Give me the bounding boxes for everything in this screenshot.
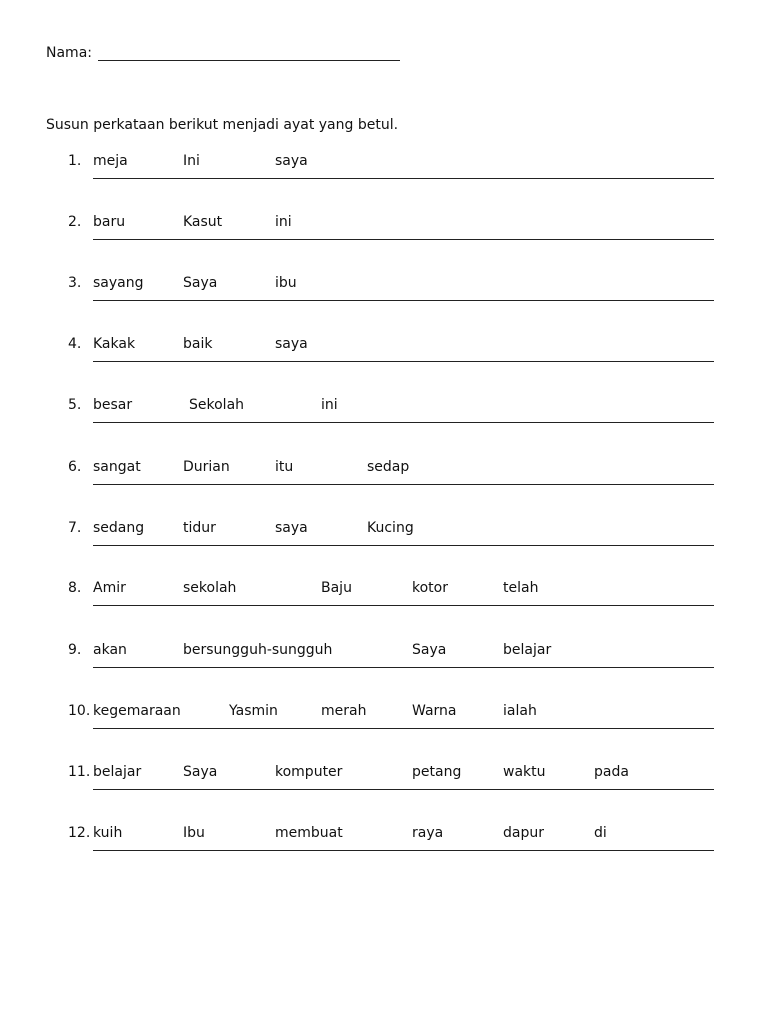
scrambled-word: Kakak <box>93 336 136 352</box>
scrambled-word: Durian <box>183 459 230 475</box>
answer-line[interactable] <box>93 667 714 668</box>
scrambled-word: baru <box>93 214 126 230</box>
answer-line[interactable] <box>93 178 714 179</box>
scrambled-word: ialah <box>503 703 537 719</box>
scrambled-word: Kasut <box>183 214 223 230</box>
question-row <box>0 825 768 865</box>
question-number: 6. <box>68 459 82 475</box>
scrambled-word: tidur <box>183 520 216 536</box>
scrambled-word: Kucing <box>367 520 414 536</box>
scrambled-word: Baju <box>321 580 352 596</box>
question-number: 3. <box>68 275 82 291</box>
scrambled-word: saya <box>275 336 308 352</box>
scrambled-word: telah <box>503 580 539 596</box>
scrambled-word: itu <box>275 459 294 475</box>
scrambled-word: belajar <box>503 642 552 658</box>
answer-line[interactable] <box>93 850 714 851</box>
question-number: 1. <box>68 153 82 169</box>
scrambled-word: merah <box>321 703 367 719</box>
answer-line[interactable] <box>93 789 714 790</box>
scrambled-word: pada <box>594 764 629 780</box>
scrambled-word: dapur <box>503 825 544 841</box>
answer-line[interactable] <box>93 728 714 729</box>
scrambled-word: akan <box>93 642 127 658</box>
scrambled-word: Ini <box>183 153 200 169</box>
scrambled-word: Yasmin <box>229 703 278 719</box>
scrambled-word: belajar <box>93 764 142 780</box>
scrambled-word: Sekolah <box>189 397 245 413</box>
scrambled-word: Amir <box>93 580 126 596</box>
question-number: 8. <box>68 580 82 596</box>
scrambled-word: kotor <box>412 580 448 596</box>
question-row <box>0 764 768 804</box>
scrambled-word: meja <box>93 153 128 169</box>
question-row <box>0 459 768 499</box>
scrambled-word: kegemaraan <box>93 703 181 719</box>
question-number: 12. <box>68 825 91 841</box>
scrambled-word: sedang <box>93 520 145 536</box>
name-label: Nama: <box>46 45 92 61</box>
instruction-text: Susun perkataan berikut menjadi ayat yang betul. <box>46 117 399 133</box>
scrambled-word: Saya <box>183 275 218 291</box>
scrambled-word: komputer <box>275 764 343 780</box>
scrambled-word: membuat <box>275 825 343 841</box>
question-number: 9. <box>68 642 82 658</box>
scrambled-word: Ibu <box>183 825 205 841</box>
scrambled-word: Warna <box>412 703 457 719</box>
scrambled-word: raya <box>412 825 444 841</box>
scrambled-word: waktu <box>503 764 546 780</box>
scrambled-word: sedap <box>367 459 410 475</box>
answer-line[interactable] <box>93 605 714 606</box>
answer-line[interactable] <box>93 361 714 362</box>
answer-line[interactable] <box>93 545 714 546</box>
scrambled-word: ini <box>275 214 292 230</box>
scrambled-word: besar <box>93 397 133 413</box>
question-number: 7. <box>68 520 82 536</box>
question-row <box>0 336 768 376</box>
name-answer-line[interactable] <box>98 46 400 61</box>
scrambled-word: sayang <box>93 275 144 291</box>
scrambled-word: saya <box>275 520 308 536</box>
name-row <box>46 45 400 61</box>
question-number: 2. <box>68 214 82 230</box>
question-row <box>0 214 768 254</box>
question-number: 11. <box>68 764 91 780</box>
question-number: 5. <box>68 397 82 413</box>
scrambled-word: ini <box>321 397 338 413</box>
scrambled-word: petang <box>412 764 462 780</box>
answer-line[interactable] <box>93 239 714 240</box>
scrambled-word: ibu <box>275 275 297 291</box>
scrambled-word: baik <box>183 336 213 352</box>
question-row <box>0 642 768 682</box>
scrambled-word: sangat <box>93 459 141 475</box>
question-number: 4. <box>68 336 82 352</box>
question-row <box>0 703 768 743</box>
scrambled-word: saya <box>275 153 308 169</box>
question-row <box>0 275 768 315</box>
question-row <box>0 397 768 437</box>
scrambled-word: sekolah <box>183 580 237 596</box>
scrambled-word: di <box>594 825 607 841</box>
scrambled-word: Saya <box>412 642 447 658</box>
scrambled-word: Saya <box>183 764 218 780</box>
question-row <box>0 580 768 620</box>
question-row <box>0 520 768 560</box>
answer-line[interactable] <box>93 484 714 485</box>
answer-line[interactable] <box>93 422 714 423</box>
answer-line[interactable] <box>93 300 714 301</box>
scrambled-word: bersungguh-sungguh <box>183 642 333 658</box>
question-number: 10. <box>68 703 91 719</box>
question-row <box>0 153 768 193</box>
scrambled-word: kuih <box>93 825 123 841</box>
